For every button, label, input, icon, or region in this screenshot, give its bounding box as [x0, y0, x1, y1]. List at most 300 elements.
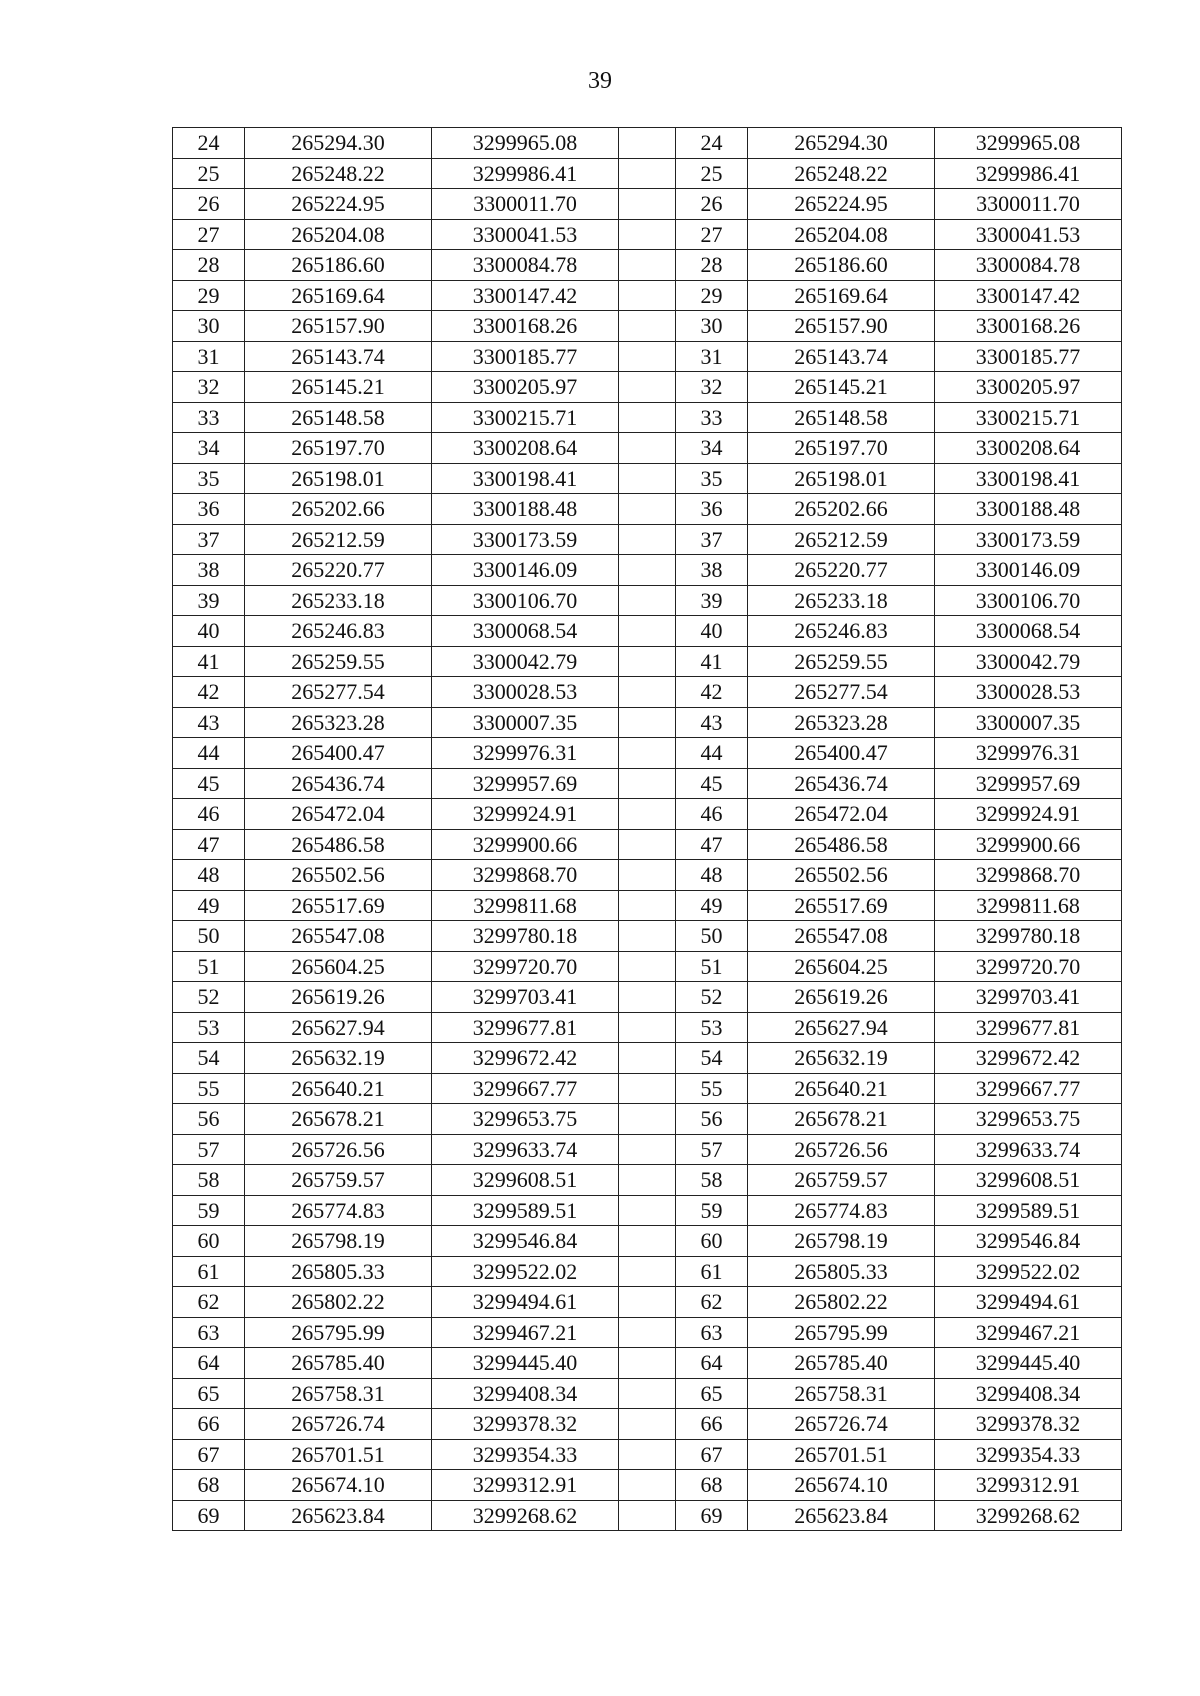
table-row	[173, 768, 1122, 799]
y-coordinate-cell: 3300068.54	[935, 616, 1122, 647]
point-number-cell: 36	[173, 494, 245, 525]
y-coordinate-cell: 3299965.08	[432, 128, 619, 159]
y-coordinate-cell: 3299608.51	[935, 1165, 1122, 1196]
spacer-cell	[619, 951, 676, 982]
y-coordinate-cell: 3299653.75	[935, 1104, 1122, 1135]
y-coordinate-cell: 3299900.66	[935, 829, 1122, 860]
y-coordinate-cell: 3299672.42	[432, 1043, 619, 1074]
y-coordinate-cell: 3300028.53	[432, 677, 619, 708]
point-number-cell: 30	[173, 311, 245, 342]
point-number-cell: 43	[173, 707, 245, 738]
table-row	[173, 555, 1122, 586]
x-coordinate-cell: 265805.33	[245, 1256, 432, 1287]
x-coordinate-cell: 265802.22	[748, 1287, 935, 1318]
x-coordinate-cell: 265143.74	[748, 341, 935, 372]
point-number-cell: 43	[676, 707, 748, 738]
x-coordinate-cell: 265623.84	[245, 1500, 432, 1531]
table-row	[173, 1165, 1122, 1196]
x-coordinate-cell: 265758.31	[748, 1378, 935, 1409]
x-coordinate-cell: 265472.04	[245, 799, 432, 830]
spacer-cell	[619, 1104, 676, 1135]
y-coordinate-cell: 3300011.70	[935, 189, 1122, 220]
table-row	[173, 585, 1122, 616]
y-coordinate-cell: 3299868.70	[432, 860, 619, 891]
x-coordinate-cell: 265259.55	[245, 646, 432, 677]
spacer-cell	[619, 1409, 676, 1440]
x-coordinate-cell: 265436.74	[748, 768, 935, 799]
point-number-cell: 39	[173, 585, 245, 616]
y-coordinate-cell: 3299986.41	[935, 158, 1122, 189]
x-coordinate-cell: 265259.55	[748, 646, 935, 677]
point-number-cell: 26	[676, 189, 748, 220]
table-row	[173, 1104, 1122, 1135]
spacer-cell	[619, 646, 676, 677]
x-coordinate-cell: 265233.18	[748, 585, 935, 616]
y-coordinate-cell: 3300168.26	[935, 311, 1122, 342]
point-number-cell: 53	[676, 1012, 748, 1043]
table-row	[173, 829, 1122, 860]
x-coordinate-cell: 265220.77	[748, 555, 935, 586]
y-coordinate-cell: 3300042.79	[432, 646, 619, 677]
x-coordinate-cell: 265517.69	[245, 890, 432, 921]
y-coordinate-cell: 3299976.31	[432, 738, 619, 769]
point-number-cell: 63	[676, 1317, 748, 1348]
y-coordinate-cell: 3299312.91	[935, 1470, 1122, 1501]
y-coordinate-cell: 3299589.51	[432, 1195, 619, 1226]
x-coordinate-cell: 265805.33	[748, 1256, 935, 1287]
x-coordinate-cell: 265186.60	[748, 250, 935, 281]
y-coordinate-cell: 3300146.09	[432, 555, 619, 586]
point-number-cell: 45	[173, 768, 245, 799]
point-number-cell: 41	[676, 646, 748, 677]
point-number-cell: 32	[173, 372, 245, 403]
y-coordinate-cell: 3300185.77	[432, 341, 619, 372]
y-coordinate-cell: 3300208.64	[935, 433, 1122, 464]
x-coordinate-cell: 265678.21	[748, 1104, 935, 1135]
x-coordinate-cell: 265798.19	[245, 1226, 432, 1257]
point-number-cell: 56	[676, 1104, 748, 1135]
x-coordinate-cell: 265785.40	[748, 1348, 935, 1379]
y-coordinate-cell: 3300106.70	[432, 585, 619, 616]
x-coordinate-cell: 265145.21	[748, 372, 935, 403]
table-row	[173, 341, 1122, 372]
point-number-cell: 47	[173, 829, 245, 860]
point-number-cell: 46	[676, 799, 748, 830]
point-number-cell: 37	[676, 524, 748, 555]
x-coordinate-cell: 265248.22	[245, 158, 432, 189]
y-coordinate-cell: 3300205.97	[432, 372, 619, 403]
x-coordinate-cell: 265220.77	[245, 555, 432, 586]
x-coordinate-cell: 265517.69	[748, 890, 935, 921]
spacer-cell	[619, 311, 676, 342]
point-number-cell: 48	[173, 860, 245, 891]
y-coordinate-cell: 3300168.26	[432, 311, 619, 342]
table-row	[173, 189, 1122, 220]
point-number-cell: 66	[173, 1409, 245, 1440]
y-coordinate-cell: 3299522.02	[935, 1256, 1122, 1287]
spacer-cell	[619, 1439, 676, 1470]
table-row	[173, 158, 1122, 189]
x-coordinate-cell: 265726.74	[748, 1409, 935, 1440]
table-row	[173, 463, 1122, 494]
point-number-cell: 26	[173, 189, 245, 220]
y-coordinate-cell: 3299653.75	[432, 1104, 619, 1135]
point-number-cell: 25	[173, 158, 245, 189]
table-row	[173, 1470, 1122, 1501]
x-coordinate-cell: 265294.30	[748, 128, 935, 159]
spacer-cell	[619, 1317, 676, 1348]
y-coordinate-cell: 3299703.41	[432, 982, 619, 1013]
x-coordinate-cell: 265795.99	[748, 1317, 935, 1348]
table-row	[173, 616, 1122, 647]
point-number-cell: 51	[173, 951, 245, 982]
table-row	[173, 1439, 1122, 1470]
x-coordinate-cell: 265674.10	[245, 1470, 432, 1501]
point-number-cell: 58	[676, 1165, 748, 1196]
y-coordinate-cell: 3299986.41	[432, 158, 619, 189]
y-coordinate-cell: 3299494.61	[935, 1287, 1122, 1318]
y-coordinate-cell: 3300198.41	[935, 463, 1122, 494]
spacer-cell	[619, 1195, 676, 1226]
x-coordinate-cell: 265246.83	[245, 616, 432, 647]
x-coordinate-cell: 265400.47	[245, 738, 432, 769]
table-row	[173, 1409, 1122, 1440]
x-coordinate-cell: 265785.40	[245, 1348, 432, 1379]
spacer-cell	[619, 677, 676, 708]
point-number-cell: 68	[676, 1470, 748, 1501]
spacer-cell	[619, 280, 676, 311]
x-coordinate-cell: 265678.21	[245, 1104, 432, 1135]
y-coordinate-cell: 3299667.77	[432, 1073, 619, 1104]
table-row	[173, 707, 1122, 738]
spacer-cell	[619, 341, 676, 372]
table-row	[173, 1348, 1122, 1379]
point-number-cell: 38	[173, 555, 245, 586]
x-coordinate-cell: 265486.58	[245, 829, 432, 860]
point-number-cell: 41	[173, 646, 245, 677]
spacer-cell	[619, 372, 676, 403]
point-number-cell: 53	[173, 1012, 245, 1043]
point-number-cell: 42	[676, 677, 748, 708]
x-coordinate-cell: 265436.74	[245, 768, 432, 799]
x-coordinate-cell: 265224.95	[245, 189, 432, 220]
y-coordinate-cell: 3300205.97	[935, 372, 1122, 403]
table-row	[173, 890, 1122, 921]
y-coordinate-cell: 3299494.61	[432, 1287, 619, 1318]
point-number-cell: 67	[173, 1439, 245, 1470]
spacer-cell	[619, 494, 676, 525]
x-coordinate-cell: 265148.58	[748, 402, 935, 433]
table-row	[173, 219, 1122, 250]
point-number-cell: 37	[173, 524, 245, 555]
x-coordinate-cell: 265224.95	[748, 189, 935, 220]
x-coordinate-cell: 265323.28	[748, 707, 935, 738]
table-row	[173, 951, 1122, 982]
x-coordinate-cell: 265202.66	[748, 494, 935, 525]
point-number-cell: 33	[676, 402, 748, 433]
y-coordinate-cell: 3299720.70	[935, 951, 1122, 982]
x-coordinate-cell: 265277.54	[245, 677, 432, 708]
y-coordinate-cell: 3299354.33	[432, 1439, 619, 1470]
x-coordinate-cell: 265774.83	[748, 1195, 935, 1226]
y-coordinate-cell: 3299312.91	[432, 1470, 619, 1501]
point-number-cell: 42	[173, 677, 245, 708]
y-coordinate-cell: 3300011.70	[432, 189, 619, 220]
table-row	[173, 494, 1122, 525]
y-coordinate-cell: 3299677.81	[432, 1012, 619, 1043]
y-coordinate-cell: 3299378.32	[935, 1409, 1122, 1440]
x-coordinate-cell: 265204.08	[748, 219, 935, 250]
point-number-cell: 31	[676, 341, 748, 372]
point-number-cell: 57	[173, 1134, 245, 1165]
point-number-cell: 62	[173, 1287, 245, 1318]
y-coordinate-cell: 3299522.02	[432, 1256, 619, 1287]
table-row	[173, 1012, 1122, 1043]
spacer-cell	[619, 860, 676, 891]
y-coordinate-cell: 3299633.74	[935, 1134, 1122, 1165]
spacer-cell	[619, 1287, 676, 1318]
point-number-cell: 25	[676, 158, 748, 189]
x-coordinate-cell: 265619.26	[245, 982, 432, 1013]
x-coordinate-cell: 265701.51	[748, 1439, 935, 1470]
y-coordinate-cell: 3299378.32	[432, 1409, 619, 1440]
table-row	[173, 402, 1122, 433]
x-coordinate-cell: 265758.31	[245, 1378, 432, 1409]
x-coordinate-cell: 265145.21	[245, 372, 432, 403]
spacer-cell	[619, 890, 676, 921]
x-coordinate-cell: 265248.22	[748, 158, 935, 189]
spacer-cell	[619, 158, 676, 189]
table-row	[173, 982, 1122, 1013]
table-row	[173, 1256, 1122, 1287]
x-coordinate-cell: 265212.59	[245, 524, 432, 555]
spacer-cell	[619, 402, 676, 433]
x-coordinate-cell: 265502.56	[245, 860, 432, 891]
point-number-cell: 48	[676, 860, 748, 891]
point-number-cell: 28	[676, 250, 748, 281]
y-coordinate-cell: 3300173.59	[432, 524, 619, 555]
point-number-cell: 64	[173, 1348, 245, 1379]
x-coordinate-cell: 265157.90	[748, 311, 935, 342]
y-coordinate-cell: 3300146.09	[935, 555, 1122, 586]
point-number-cell: 55	[173, 1073, 245, 1104]
point-number-cell: 38	[676, 555, 748, 586]
table-row	[173, 677, 1122, 708]
point-number-cell: 61	[676, 1256, 748, 1287]
spacer-cell	[619, 1348, 676, 1379]
y-coordinate-cell: 3300084.78	[432, 250, 619, 281]
point-number-cell: 33	[173, 402, 245, 433]
point-number-cell: 34	[173, 433, 245, 464]
x-coordinate-cell: 265148.58	[245, 402, 432, 433]
x-coordinate-cell: 265795.99	[245, 1317, 432, 1348]
point-number-cell: 34	[676, 433, 748, 464]
y-coordinate-cell: 3299268.62	[935, 1500, 1122, 1531]
x-coordinate-cell: 265759.57	[245, 1165, 432, 1196]
y-coordinate-cell: 3299445.40	[432, 1348, 619, 1379]
point-number-cell: 57	[676, 1134, 748, 1165]
point-number-cell: 51	[676, 951, 748, 982]
point-number-cell: 52	[676, 982, 748, 1013]
x-coordinate-cell: 265627.94	[748, 1012, 935, 1043]
spacer-cell	[619, 128, 676, 159]
spacer-cell	[619, 1134, 676, 1165]
y-coordinate-cell: 3299445.40	[935, 1348, 1122, 1379]
x-coordinate-cell: 265632.19	[748, 1043, 935, 1074]
point-number-cell: 58	[173, 1165, 245, 1196]
y-coordinate-cell: 3300188.48	[935, 494, 1122, 525]
point-number-cell: 55	[676, 1073, 748, 1104]
y-coordinate-cell: 3299924.91	[432, 799, 619, 830]
table-row	[173, 921, 1122, 952]
y-coordinate-cell: 3300042.79	[935, 646, 1122, 677]
point-number-cell: 65	[676, 1378, 748, 1409]
x-coordinate-cell: 265233.18	[245, 585, 432, 616]
point-number-cell: 50	[173, 921, 245, 952]
x-coordinate-cell: 265277.54	[748, 677, 935, 708]
spacer-cell	[619, 1165, 676, 1196]
point-number-cell: 24	[676, 128, 748, 159]
x-coordinate-cell: 265547.08	[245, 921, 432, 952]
x-coordinate-cell: 265198.01	[748, 463, 935, 494]
x-coordinate-cell: 265604.25	[245, 951, 432, 982]
point-number-cell: 54	[173, 1043, 245, 1074]
spacer-cell	[619, 707, 676, 738]
spacer-cell	[619, 921, 676, 952]
spacer-cell	[619, 219, 676, 250]
x-coordinate-cell: 265204.08	[245, 219, 432, 250]
point-number-cell: 27	[676, 219, 748, 250]
table-row	[173, 372, 1122, 403]
coordinates-table-body	[173, 128, 1122, 1531]
x-coordinate-cell: 265486.58	[748, 829, 935, 860]
point-number-cell: 69	[173, 1500, 245, 1531]
x-coordinate-cell: 265294.30	[245, 128, 432, 159]
point-number-cell: 47	[676, 829, 748, 860]
spacer-cell	[619, 1256, 676, 1287]
point-number-cell: 40	[676, 616, 748, 647]
x-coordinate-cell: 265502.56	[748, 860, 935, 891]
point-number-cell: 64	[676, 1348, 748, 1379]
point-number-cell: 60	[173, 1226, 245, 1257]
table-row	[173, 1287, 1122, 1318]
spacer-cell	[619, 738, 676, 769]
x-coordinate-cell: 265169.64	[748, 280, 935, 311]
y-coordinate-cell: 3300041.53	[432, 219, 619, 250]
y-coordinate-cell: 3299924.91	[935, 799, 1122, 830]
x-coordinate-cell: 265246.83	[748, 616, 935, 647]
y-coordinate-cell: 3299633.74	[432, 1134, 619, 1165]
table-row	[173, 860, 1122, 891]
point-number-cell: 63	[173, 1317, 245, 1348]
y-coordinate-cell: 3300173.59	[935, 524, 1122, 555]
y-coordinate-cell: 3300198.41	[432, 463, 619, 494]
x-coordinate-cell: 265186.60	[245, 250, 432, 281]
point-number-cell: 27	[173, 219, 245, 250]
y-coordinate-cell: 3299780.18	[935, 921, 1122, 952]
point-number-cell: 61	[173, 1256, 245, 1287]
spacer-cell	[619, 463, 676, 494]
table-row	[173, 1378, 1122, 1409]
point-number-cell: 35	[173, 463, 245, 494]
x-coordinate-cell: 265623.84	[748, 1500, 935, 1531]
x-coordinate-cell: 265197.70	[245, 433, 432, 464]
table-row	[173, 1226, 1122, 1257]
spacer-cell	[619, 1073, 676, 1104]
x-coordinate-cell: 265619.26	[748, 982, 935, 1013]
x-coordinate-cell: 265774.83	[245, 1195, 432, 1226]
point-number-cell: 30	[676, 311, 748, 342]
y-coordinate-cell: 3300007.35	[935, 707, 1122, 738]
point-number-cell: 44	[676, 738, 748, 769]
x-coordinate-cell: 265726.56	[748, 1134, 935, 1165]
y-coordinate-cell: 3299589.51	[935, 1195, 1122, 1226]
table-row	[173, 128, 1122, 159]
y-coordinate-cell: 3300028.53	[935, 677, 1122, 708]
point-number-cell: 49	[173, 890, 245, 921]
y-coordinate-cell: 3300215.71	[432, 402, 619, 433]
y-coordinate-cell: 3300147.42	[432, 280, 619, 311]
x-coordinate-cell: 265674.10	[748, 1470, 935, 1501]
y-coordinate-cell: 3300084.78	[935, 250, 1122, 281]
y-coordinate-cell: 3299965.08	[935, 128, 1122, 159]
y-coordinate-cell: 3299408.34	[432, 1378, 619, 1409]
y-coordinate-cell: 3299608.51	[432, 1165, 619, 1196]
y-coordinate-cell: 3299703.41	[935, 982, 1122, 1013]
x-coordinate-cell: 265726.74	[245, 1409, 432, 1440]
x-coordinate-cell: 265798.19	[748, 1226, 935, 1257]
x-coordinate-cell: 265400.47	[748, 738, 935, 769]
point-number-cell: 44	[173, 738, 245, 769]
table-row	[173, 738, 1122, 769]
table-row	[173, 280, 1122, 311]
y-coordinate-cell: 3299868.70	[935, 860, 1122, 891]
x-coordinate-cell: 265604.25	[748, 951, 935, 982]
y-coordinate-cell: 3299811.68	[935, 890, 1122, 921]
x-coordinate-cell: 265640.21	[748, 1073, 935, 1104]
point-number-cell: 36	[676, 494, 748, 525]
table-row	[173, 1317, 1122, 1348]
point-number-cell: 49	[676, 890, 748, 921]
y-coordinate-cell: 3299976.31	[935, 738, 1122, 769]
y-coordinate-cell: 3300041.53	[935, 219, 1122, 250]
table-row	[173, 311, 1122, 342]
point-number-cell: 24	[173, 128, 245, 159]
spacer-cell	[619, 585, 676, 616]
point-number-cell: 29	[173, 280, 245, 311]
point-number-cell: 65	[173, 1378, 245, 1409]
point-number-cell: 40	[173, 616, 245, 647]
y-coordinate-cell: 3299546.84	[935, 1226, 1122, 1257]
point-number-cell: 28	[173, 250, 245, 281]
point-number-cell: 50	[676, 921, 748, 952]
x-coordinate-cell: 265632.19	[245, 1043, 432, 1074]
spacer-cell	[619, 799, 676, 830]
point-number-cell: 29	[676, 280, 748, 311]
y-coordinate-cell: 3299957.69	[432, 768, 619, 799]
y-coordinate-cell: 3299667.77	[935, 1073, 1122, 1104]
y-coordinate-cell: 3299677.81	[935, 1012, 1122, 1043]
x-coordinate-cell: 265472.04	[748, 799, 935, 830]
table-row	[173, 250, 1122, 281]
x-coordinate-cell: 265202.66	[245, 494, 432, 525]
point-number-cell: 32	[676, 372, 748, 403]
spacer-cell	[619, 433, 676, 464]
x-coordinate-cell: 265198.01	[245, 463, 432, 494]
y-coordinate-cell: 3299811.68	[432, 890, 619, 921]
y-coordinate-cell: 3300007.35	[432, 707, 619, 738]
spacer-cell	[619, 829, 676, 860]
